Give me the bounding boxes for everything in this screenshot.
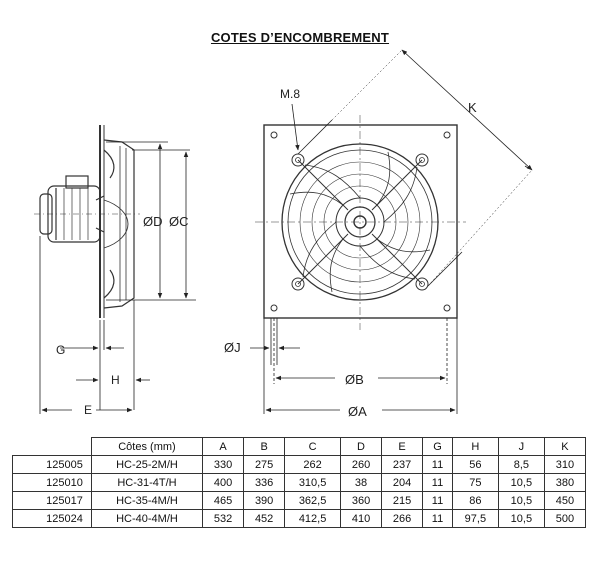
table-row bbox=[13, 456, 586, 474]
column-header: B bbox=[244, 438, 285, 456]
table-row bbox=[13, 492, 586, 510]
drawing-title: COTES D’ENCOMBREMENT bbox=[210, 30, 390, 45]
table-cell: 266 bbox=[382, 510, 423, 528]
table-cell: 275 bbox=[244, 456, 285, 474]
table-cell: 86 bbox=[452, 492, 498, 510]
table-body bbox=[13, 456, 586, 528]
column-header: Côtes (mm) bbox=[91, 438, 202, 456]
table-cell: 11 bbox=[423, 456, 453, 474]
dim-j-label: ØJ bbox=[224, 340, 241, 355]
table-cell: 500 bbox=[544, 510, 585, 528]
table-cell: 11 bbox=[423, 492, 453, 510]
column-header: J bbox=[498, 438, 544, 456]
table-header-row bbox=[13, 438, 586, 456]
column-header: H bbox=[452, 438, 498, 456]
table-cell: 11 bbox=[423, 510, 453, 528]
dimensions-table bbox=[12, 437, 586, 528]
table-cell: 8,5 bbox=[498, 456, 544, 474]
table-cell: 390 bbox=[244, 492, 285, 510]
article-ref-cell: 125005 bbox=[13, 456, 92, 474]
column-header: E bbox=[382, 438, 423, 456]
table-cell: HC-31-4T/H bbox=[91, 474, 202, 492]
header-blank bbox=[13, 438, 92, 456]
table-cell: 310 bbox=[544, 456, 585, 474]
front-view bbox=[255, 115, 466, 330]
table-cell: HC-25-2M/H bbox=[91, 456, 202, 474]
table-cell: 336 bbox=[244, 474, 285, 492]
table-cell: 465 bbox=[203, 492, 244, 510]
dim-a-label: ØA bbox=[348, 404, 367, 419]
table-cell: 260 bbox=[341, 456, 382, 474]
table-cell: 262 bbox=[285, 456, 341, 474]
article-ref-cell: 125010 bbox=[13, 474, 92, 492]
table-cell: 237 bbox=[382, 456, 423, 474]
dim-c-label: ØC bbox=[169, 214, 189, 229]
dim-d-label: ØD bbox=[143, 214, 163, 229]
column-header: G bbox=[423, 438, 453, 456]
table-cell: 10,5 bbox=[498, 510, 544, 528]
table-cell: 97,5 bbox=[452, 510, 498, 528]
table-cell: 10,5 bbox=[498, 492, 544, 510]
column-header: K bbox=[544, 438, 585, 456]
table-cell: 204 bbox=[382, 474, 423, 492]
column-header: A bbox=[203, 438, 244, 456]
m8-label: M.8 bbox=[280, 87, 301, 101]
table-cell: 215 bbox=[382, 492, 423, 510]
article-ref-cell: 125024 bbox=[13, 510, 92, 528]
table-cell: 56 bbox=[452, 456, 498, 474]
table-cell: 360 bbox=[341, 492, 382, 510]
table-cell: HC-40-4M/H bbox=[91, 510, 202, 528]
table-cell: HC-35-4M/H bbox=[91, 492, 202, 510]
table-cell: 11 bbox=[423, 474, 453, 492]
dim-e-label: E bbox=[84, 403, 93, 417]
table-row bbox=[13, 474, 586, 492]
table-cell: 380 bbox=[544, 474, 585, 492]
table-cell: 75 bbox=[452, 474, 498, 492]
table-cell: 400 bbox=[203, 474, 244, 492]
dim-k-label: K bbox=[468, 100, 477, 115]
table-cell: 452 bbox=[244, 510, 285, 528]
article-ref-cell: 125017 bbox=[13, 492, 92, 510]
column-header: D bbox=[341, 438, 382, 456]
column-header: C bbox=[285, 438, 341, 456]
dim-g-label: G bbox=[56, 343, 66, 357]
dim-h-label: H bbox=[111, 373, 120, 387]
table-cell: 412,5 bbox=[285, 510, 341, 528]
table-cell: 410 bbox=[341, 510, 382, 528]
table-cell: 532 bbox=[203, 510, 244, 528]
dim-b-label: ØB bbox=[345, 372, 364, 387]
table-cell: 10,5 bbox=[498, 474, 544, 492]
table-cell: 330 bbox=[203, 456, 244, 474]
table-row bbox=[13, 510, 586, 528]
front-view-dimensions bbox=[250, 50, 532, 414]
table-cell: 310,5 bbox=[285, 474, 341, 492]
side-view bbox=[34, 125, 140, 318]
table-cell: 38 bbox=[341, 474, 382, 492]
table-cell: 362,5 bbox=[285, 492, 341, 510]
table-cell: 450 bbox=[544, 492, 585, 510]
